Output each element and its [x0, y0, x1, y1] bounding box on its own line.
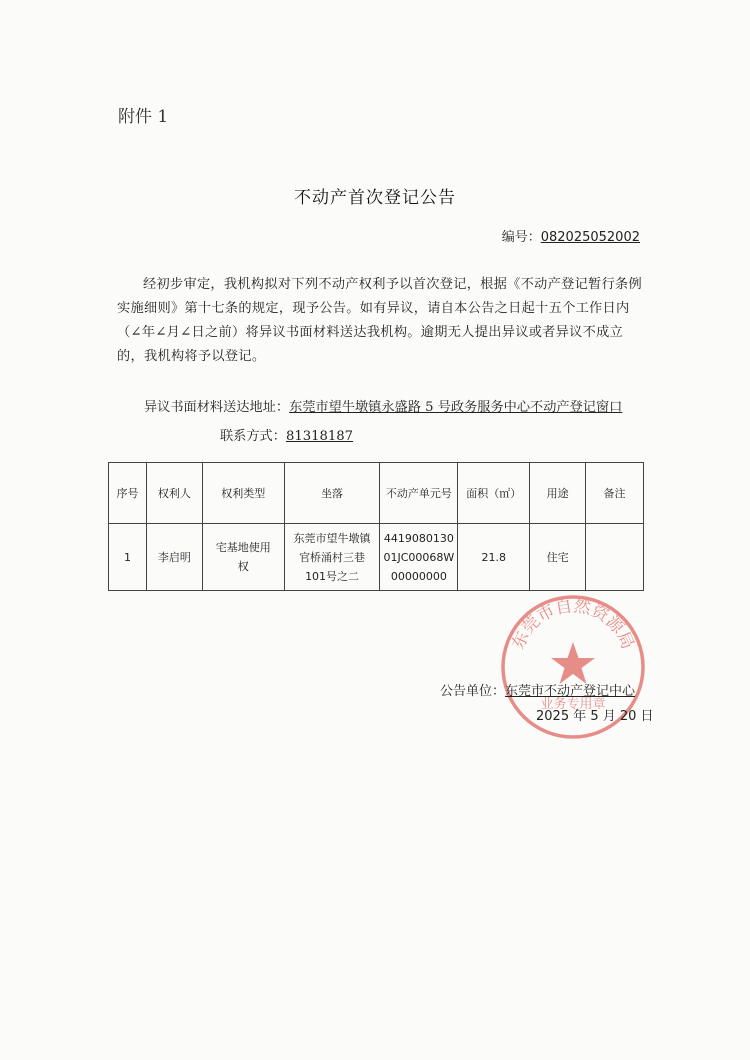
cell-use: 住宅	[530, 524, 586, 591]
address-value: 东莞市望牛墩镇永盛路 5 号政务服务中心不动产登记窗口	[289, 400, 623, 415]
cell-location: 东莞市望牛墩镇官桥涌村三巷101号之二	[284, 524, 380, 591]
document-number	[502, 226, 640, 245]
table-row	[109, 524, 644, 591]
notice-body: 经初步审定，我机构拟对下列不动产权利予以首次登记，根据《不动产登记暂行条例实施细则》第十七条的规定，现予公告。如有异议，请自本公告之日起十五个工作日内（∠年∠月∠日之前）将异议书面材料送达我机构。逾期无人提出异议或者异议不成立的，我机构将予以登记。	[117, 277, 643, 364]
cell-remark	[586, 524, 644, 591]
address-label: 异议书面材料送达地址：	[144, 400, 290, 415]
objection-address	[144, 396, 622, 415]
contact-value: 81318187	[285, 429, 354, 444]
column-header: 用途	[530, 463, 586, 524]
column-header: 面积（㎡）	[458, 463, 530, 524]
column-header: 备注	[586, 463, 644, 524]
cell-owner: 李启明	[146, 524, 202, 591]
column-header: 权利类型	[202, 463, 284, 524]
column-header: 不动产单元号	[380, 463, 458, 524]
page-title: 不动产首次登记公告	[294, 188, 456, 208]
column-header: 序号	[109, 463, 147, 524]
issuer-label: 公告单位：	[440, 684, 506, 699]
issuer-value: 东莞市不动产登记中心	[505, 684, 636, 699]
cell-unit-number: 441908013001JC00068W00000000	[380, 524, 458, 591]
seal-text: 东莞市自然资源局	[508, 596, 638, 653]
seal-star	[551, 642, 595, 684]
attachment-label: 附件 1	[118, 107, 169, 127]
cell-right-type: 宅基地使用权	[202, 524, 284, 591]
table-header-row	[109, 463, 644, 524]
contact-label: 联系方式：	[220, 429, 286, 444]
column-header: 坐落	[284, 463, 380, 524]
document-number-label: 编号：	[501, 230, 541, 245]
registration-table	[108, 462, 644, 591]
contact-info	[220, 425, 353, 444]
cell-index: 1	[109, 524, 147, 591]
issue-date: 2025 年 5 月 20 日	[536, 709, 654, 724]
document-number-value: 082025052002	[540, 230, 640, 245]
cell-area: 21.8	[458, 524, 530, 591]
column-header: 权利人	[146, 463, 202, 524]
issuer	[440, 680, 635, 699]
seal-subtext: 业务专用章	[540, 697, 606, 712]
